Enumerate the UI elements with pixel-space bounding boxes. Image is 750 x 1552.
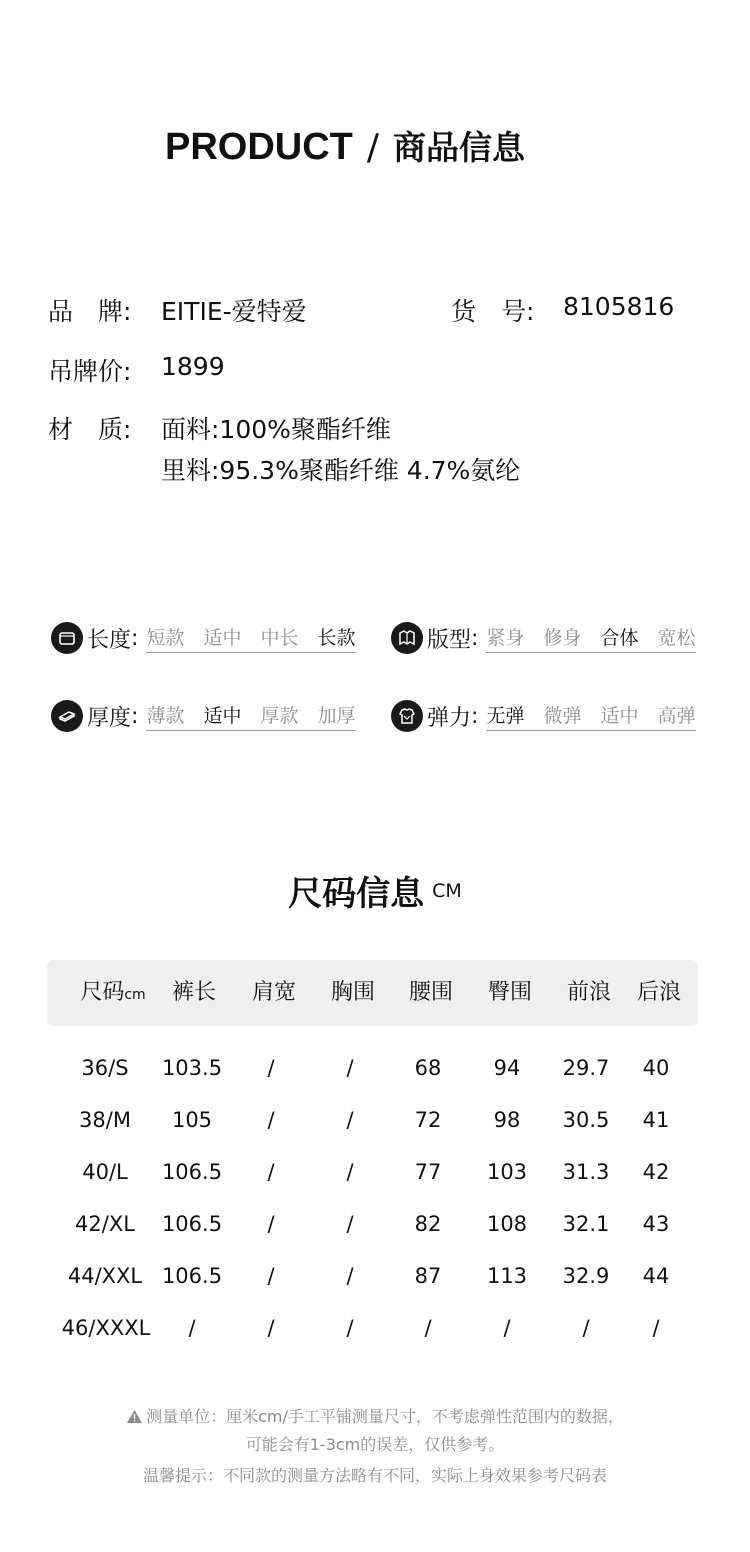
- cell-chest: /: [346, 1212, 354, 1236]
- cell-size: 38/M: [79, 1108, 131, 1132]
- thickness-icon: [51, 700, 83, 732]
- option-thickness-thick: 厚款: [260, 705, 299, 727]
- cell-hip: /: [503, 1316, 511, 1340]
- option-thickness-medium: 适中: [203, 705, 242, 727]
- attr-elasticity-name: 弹力: [427, 705, 472, 731]
- cell-pants-length: /: [188, 1316, 196, 1340]
- header-front-rise: 前浪: [566, 980, 611, 1005]
- cell-front-rise: 30.5: [562, 1108, 610, 1132]
- cell-back-rise: 42: [642, 1160, 670, 1184]
- cell-hip: 113: [486, 1264, 528, 1288]
- option-elasticity-none: 无弹: [486, 705, 525, 727]
- header-waist: 腰围: [408, 980, 453, 1005]
- page-title: [0, 122, 690, 182]
- header-back-rise: 后浪: [636, 980, 681, 1005]
- table-row: [0, 1204, 750, 1244]
- option-thickness-extra: 加厚: [317, 705, 356, 727]
- header-hip: 臀围: [487, 980, 532, 1005]
- material-label: 材 质:: [48, 415, 132, 444]
- cell-size: 46/XXXL: [61, 1316, 151, 1340]
- cell-chest: /: [346, 1316, 354, 1340]
- attr-fit-options: [486, 623, 695, 653]
- cell-shoulder: /: [267, 1264, 275, 1288]
- header-size-unit: cm: [124, 987, 146, 1003]
- cell-hip: 98: [493, 1108, 521, 1132]
- cell-back-rise: /: [652, 1316, 660, 1340]
- cell-shoulder: /: [267, 1056, 275, 1080]
- cell-back-rise: 43: [642, 1212, 670, 1236]
- attr-thickness-colon: :: [131, 703, 139, 729]
- material-shell: 面料:100%聚酯纤维: [161, 415, 391, 444]
- note-tip: 温馨提示：不同款的测量方法略有不同，实际上身效果参考尺码表: [142, 1466, 607, 1485]
- size-section-title: [0, 866, 750, 915]
- cell-waist: 72: [414, 1108, 442, 1132]
- note-measurement: [0, 1404, 750, 1427]
- title-chinese: 商品信息: [393, 128, 526, 167]
- brand-label: 品 牌:: [48, 297, 132, 326]
- cell-shoulder: /: [267, 1212, 275, 1236]
- cell-chest: /: [346, 1160, 354, 1184]
- material-lining: 里料:95.3%聚酯纤维 4.7%氨纶: [161, 456, 521, 485]
- cell-shoulder: /: [267, 1316, 275, 1340]
- cell-waist: 68: [414, 1056, 442, 1080]
- table-row: [0, 1100, 750, 1140]
- attr-thickness: [51, 696, 356, 736]
- cell-back-rise: 40: [642, 1056, 670, 1080]
- cell-front-rise: 29.7: [562, 1056, 610, 1080]
- option-fit-regular: 合体: [600, 627, 639, 649]
- cell-front-rise: /: [582, 1316, 590, 1340]
- brand-value: EITIE-爱特爱: [161, 297, 307, 326]
- attr-length: [51, 618, 356, 658]
- cell-waist: 77: [414, 1160, 442, 1184]
- attr-elasticity: [391, 696, 696, 736]
- price-label: 吊牌价:: [48, 357, 132, 386]
- option-length-long: 长款: [317, 627, 356, 649]
- option-elasticity-slight: 微弹: [543, 705, 582, 727]
- size-table-header: [47, 960, 698, 1026]
- length-icon: [51, 622, 83, 654]
- cell-shoulder: /: [267, 1160, 275, 1184]
- cell-size: 36/S: [81, 1056, 129, 1080]
- cell-size: 44/XXL: [67, 1264, 143, 1288]
- cell-size: 42/XL: [75, 1212, 135, 1236]
- cell-front-rise: 32.9: [562, 1264, 610, 1288]
- header-pants-length: 裤长: [171, 980, 216, 1005]
- cell-front-rise: 31.3: [562, 1160, 610, 1184]
- cell-pants-length: 106.5: [161, 1160, 223, 1184]
- table-row: [0, 1256, 750, 1296]
- attr-fit-name: 版型: [427, 627, 472, 653]
- option-fit-slim: 修身: [543, 627, 582, 649]
- header-size: [63, 960, 163, 1026]
- note-line1: 测量单位：厘米cm/手工平铺测量尺寸，不考虑弹性范围内的数据，: [146, 1407, 624, 1426]
- price-value: 1899: [161, 352, 225, 381]
- table-row: [0, 1308, 750, 1348]
- cell-back-rise: 41: [642, 1108, 670, 1132]
- cell-chest: /: [346, 1264, 354, 1288]
- cell-pants-length: 103.5: [161, 1056, 223, 1080]
- attr-length-options: [146, 623, 355, 653]
- cell-pants-length: 106.5: [161, 1212, 223, 1236]
- attr-length-name: 长度: [87, 627, 132, 653]
- option-fit-tight: 紧身: [486, 627, 525, 649]
- table-row: [0, 1048, 750, 1088]
- elasticity-icon: [391, 700, 423, 732]
- option-length-short: 短款: [146, 627, 185, 649]
- cell-chest: /: [346, 1108, 354, 1132]
- attr-length-colon: :: [131, 625, 139, 651]
- attr-elasticity-options: [486, 701, 695, 731]
- option-elasticity-medium: 适中: [600, 705, 639, 727]
- attr-thickness-name: 厚度: [87, 705, 132, 731]
- cell-shoulder: /: [267, 1108, 275, 1132]
- note-line2: 可能会有1-3cm的误差，仅供参考。: [245, 1435, 505, 1454]
- option-length-medium: 适中: [203, 627, 242, 649]
- cell-hip: 94: [493, 1056, 521, 1080]
- cell-waist: 87: [414, 1264, 442, 1288]
- size-title-text: 尺码信息: [288, 874, 425, 914]
- cell-waist: 82: [414, 1212, 442, 1236]
- attr-thickness-options: [146, 701, 355, 731]
- option-fit-loose: 宽松: [657, 627, 696, 649]
- header-chest: 胸围: [330, 980, 375, 1005]
- cell-pants-length: 106.5: [161, 1264, 223, 1288]
- attr-elasticity-colon: :: [471, 703, 479, 729]
- cell-front-rise: 32.1: [562, 1212, 610, 1236]
- cell-hip: 108: [486, 1212, 528, 1236]
- cell-pants-length: 105: [171, 1108, 213, 1132]
- table-row: [0, 1152, 750, 1192]
- header-size-label: 尺码: [80, 980, 125, 1005]
- attr-fit: [391, 618, 696, 658]
- option-length-midlong: 中长: [260, 627, 299, 649]
- warning-icon: [126, 1409, 143, 1424]
- attr-fit-colon: :: [471, 625, 479, 651]
- title-english: PRODUCT: [164, 126, 353, 168]
- title-slash: /: [366, 127, 380, 168]
- header-shoulder: 肩宽: [251, 980, 296, 1005]
- option-elasticity-high: 高弹: [657, 705, 696, 727]
- cell-waist: /: [424, 1316, 432, 1340]
- cell-back-rise: 44: [642, 1264, 670, 1288]
- cell-chest: /: [346, 1056, 354, 1080]
- cell-size: 40/L: [82, 1160, 128, 1184]
- sku-value: 8105816: [563, 292, 675, 321]
- option-thickness-thin: 薄款: [146, 705, 185, 727]
- fit-icon: [391, 622, 423, 654]
- size-title-unit: CM: [432, 880, 462, 902]
- sku-label: 货 号:: [451, 297, 535, 326]
- cell-hip: 103: [486, 1160, 528, 1184]
